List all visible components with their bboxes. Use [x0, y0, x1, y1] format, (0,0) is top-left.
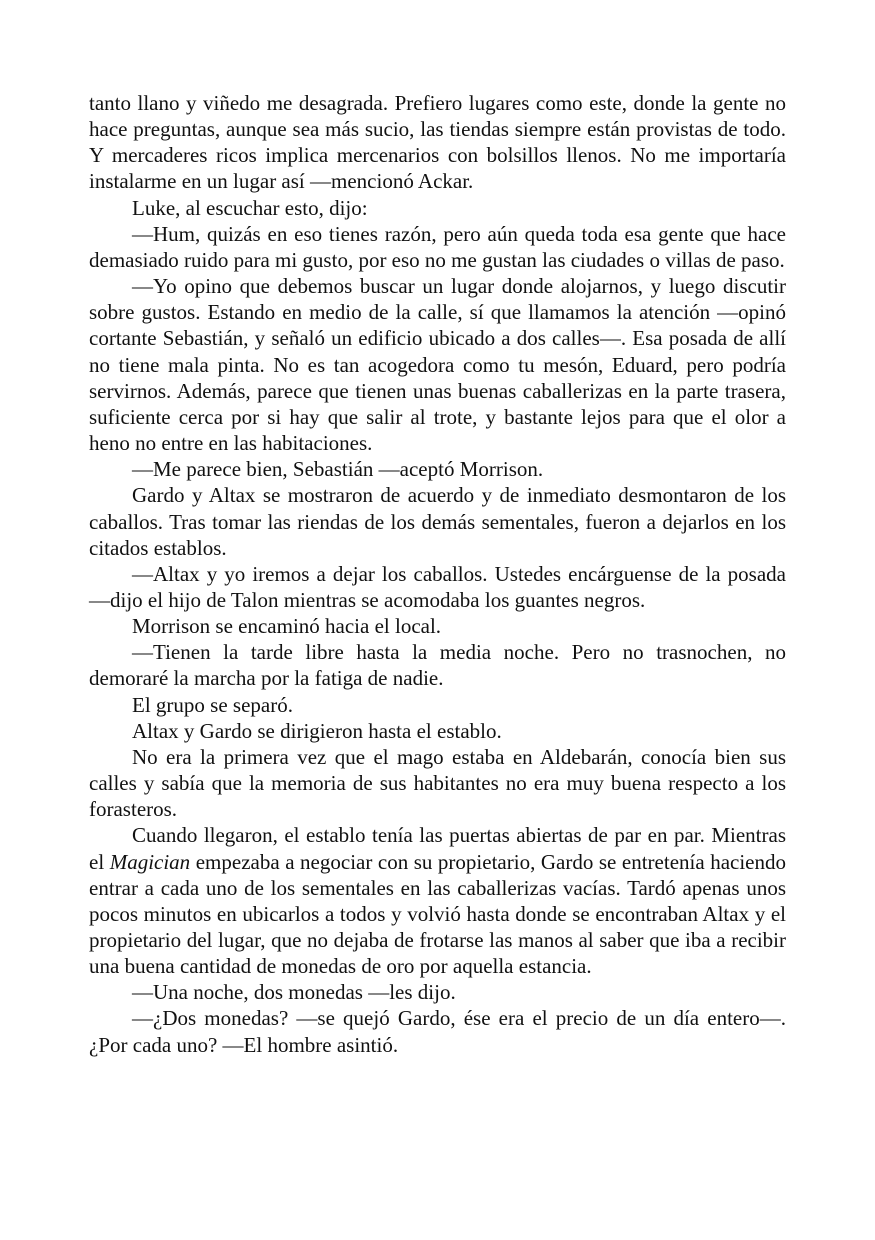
- paragraph-magician: [89, 822, 786, 979]
- paragraph: El grupo se separó.: [132, 692, 293, 717]
- paragraph: —Hum, quizás en eso tienes razón, pero aún queda toda esa gente que hace demasiado ruido para mi gusto, por eso no me gustan las ciudades o villas de paso.: [89, 221, 786, 272]
- paragraph: No era la primera vez que el mago estaba en Aldebarán, conocía bien sus calles y sabía que la memoria de sus habitantes no era muy buena respecto a los forasteros.: [89, 744, 786, 822]
- paragraph: —Yo opino que debemos buscar un lugar donde alojarnos, y luego discutir sobre gustos. Estando en medio de la calle, sí que llamamos la atención —opinó cortante Sebastián, y señaló un edificio ubicado a dos calles—. Esa posada de allí no tiene mala pinta. No es tan acogedora como tu mesón, Eduard, pero podría servirnos. Además, parece que tienen unas buenas caballerizas en la parte trasera, suficiente cerca por si hay que salir al trote, y bastante lejos para que el olor a heno no entre en las habitaciones.: [89, 274, 786, 456]
- paragraph: —Tienen la tarde libre hasta la media noche. Pero no trasnochen, no demoraré la marcha por la fatiga de nadie.: [89, 640, 786, 691]
- italic-word: Magician: [109, 849, 191, 874]
- paragraph: tanto llano y viñedo me desagrada. Prefiero lugares como este, donde la gente no hace preguntas, aunque sea más sucio, las tiendas siempre están provistas de todo. Y mercaderes ricos implica mercenarios con bolsillos llenos. No me importaría instalarme en un lugar así —mencionó Ackar.: [89, 91, 786, 194]
- paragraph: Altax y Gardo se dirigieron hasta el establo.: [132, 718, 502, 743]
- paragraph: —Me parece bien, Sebastián —aceptó Morrison.: [132, 457, 544, 482]
- book-page-text: [89, 90, 786, 1058]
- paragraph: —Altax y yo iremos a dejar los caballos. Ustedes encárguense de la posada —dijo el hijo de Talon mientras se acomodaba los guantes negros.: [89, 561, 786, 612]
- paragraph: Morrison se encaminó hacia el local.: [132, 614, 442, 639]
- paragraph: —Una noche, dos monedas —les dijo.: [132, 980, 456, 1005]
- paragraph: Gardo y Altax se mostraron de acuerdo y de inmediato desmontaron de los caballos. Tras tomar las riendas de los demás sementales, fueron a dejarlos en los citados establos.: [89, 483, 786, 560]
- paragraph-text: empezaba a negociar con su propietario, Gardo se entretenía haciendo entrar a cada uno de los sementales en las caballerizas vacías. Tardó apenas unos pocos minutos en ubicarlos a todos y volvió hasta donde se encontraban Altax y el propietario del lugar, que no dejaba de frotarse las manos al saber que iba a recibir una buena cantidad de monedas de oro por aquella estancia.: [89, 849, 787, 979]
- paragraph: —¿Dos monedas? —se quejó Gardo, ése era el precio de un día entero—. ¿Por cada uno? —El hombre asintió.: [89, 1006, 786, 1057]
- paragraph: Luke, al escuchar esto, dijo:: [132, 195, 368, 220]
- paragraph-text: Cuando llegaron, el establo tenía las puertas abiertas de par en par. Mientras el: [89, 823, 786, 874]
